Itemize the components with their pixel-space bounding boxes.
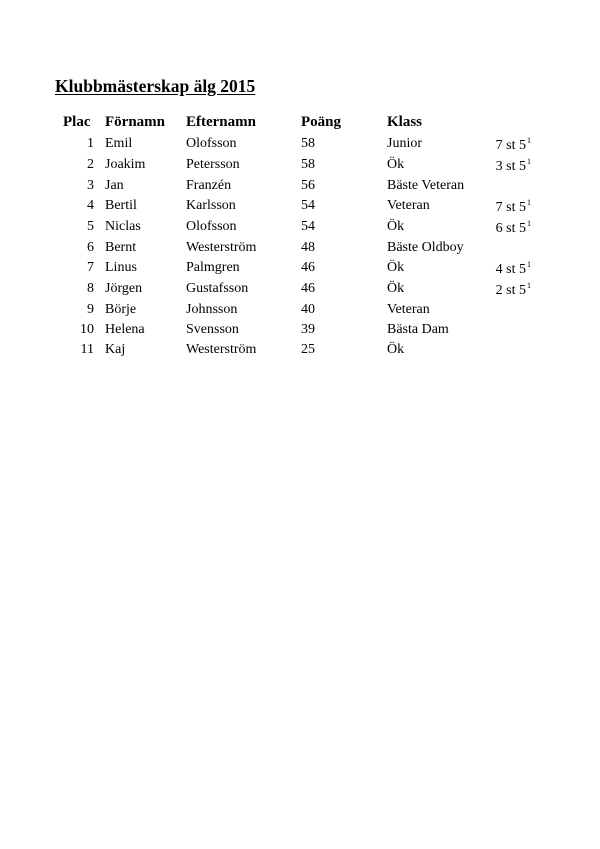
cell-klass: Ök bbox=[387, 281, 405, 296]
table-row bbox=[60, 302, 540, 322]
cell-klass: Veteran bbox=[387, 198, 430, 213]
header-klass: Klass bbox=[387, 114, 423, 130]
table-header-row bbox=[60, 114, 540, 136]
cell-extra-superscript: 1 bbox=[527, 260, 531, 269]
cell-plac: 11 bbox=[80, 342, 94, 357]
cell-plac: 9 bbox=[87, 302, 94, 317]
cell-plac: 10 bbox=[80, 322, 94, 337]
cell-poang: 58 bbox=[301, 157, 315, 172]
header-fornamn: Förnamn bbox=[105, 114, 165, 130]
cell-plac: 7 bbox=[87, 260, 94, 275]
cell-fornamn: Helena bbox=[105, 322, 145, 337]
table-row bbox=[60, 157, 540, 178]
cell-fornamn: Bertil bbox=[105, 198, 137, 213]
cell-efternamn: Olofsson bbox=[186, 219, 237, 234]
cell-efternamn: Johnsson bbox=[186, 302, 238, 317]
cell-fornamn: Linus bbox=[105, 260, 137, 275]
cell-extra-superscript: 1 bbox=[527, 136, 531, 145]
cell-plac: 1 bbox=[87, 136, 94, 151]
cell-klass: Bäste Oldboy bbox=[387, 240, 464, 255]
cell-fornamn: Jörgen bbox=[105, 281, 143, 296]
cell-klass: Veteran bbox=[387, 302, 430, 317]
cell-klass: Bäste Veteran bbox=[387, 178, 465, 193]
cell-plac: 8 bbox=[87, 281, 94, 296]
cell-klass: Ök bbox=[387, 219, 405, 234]
cell-poang: 48 bbox=[301, 240, 315, 255]
table-row bbox=[60, 342, 540, 362]
cell-fornamn: Niclas bbox=[105, 219, 141, 234]
table-row bbox=[60, 178, 540, 198]
cell-fornamn: Kaj bbox=[105, 342, 126, 357]
cell-extra bbox=[481, 281, 531, 299]
cell-poang: 46 bbox=[301, 281, 315, 296]
cell-klass: Ök bbox=[387, 157, 405, 172]
document-title: Klubbmästerskap älg 2015 bbox=[55, 76, 256, 96]
cell-extra-superscript: 1 bbox=[527, 219, 531, 228]
cell-efternamn: Petersson bbox=[186, 157, 240, 172]
results-table bbox=[60, 114, 540, 362]
cell-extra-superscript: 1 bbox=[527, 281, 531, 290]
cell-plac: 2 bbox=[87, 157, 94, 172]
cell-poang: 25 bbox=[301, 342, 315, 357]
table-row bbox=[60, 260, 540, 281]
cell-poang: 40 bbox=[301, 302, 315, 317]
cell-efternamn: Karlsson bbox=[186, 198, 236, 213]
cell-plac: 6 bbox=[87, 240, 94, 255]
cell-extra bbox=[481, 219, 531, 237]
table-row bbox=[60, 136, 540, 157]
cell-efternamn: Svensson bbox=[186, 322, 239, 337]
cell-extra bbox=[481, 157, 531, 175]
cell-extra-text: 3 st 5 bbox=[495, 159, 526, 174]
cell-extra bbox=[481, 260, 531, 278]
cell-extra-text: 7 st 5 bbox=[495, 138, 526, 153]
cell-extra bbox=[481, 198, 531, 216]
cell-efternamn: Gustafsson bbox=[186, 281, 249, 296]
cell-fornamn: Emil bbox=[105, 136, 133, 151]
cell-efternamn: Westerström bbox=[186, 342, 257, 357]
cell-poang: 58 bbox=[301, 136, 315, 151]
cell-fornamn: Börje bbox=[105, 302, 137, 317]
cell-klass: Junior bbox=[387, 136, 422, 151]
cell-efternamn: Palmgren bbox=[186, 260, 240, 275]
cell-plac: 4 bbox=[87, 198, 94, 213]
header-poang: Poäng bbox=[301, 114, 342, 130]
cell-extra bbox=[481, 136, 531, 154]
cell-plac: 5 bbox=[87, 219, 94, 234]
cell-efternamn: Olofsson bbox=[186, 136, 237, 151]
table-row bbox=[60, 219, 540, 240]
table-row bbox=[60, 322, 540, 342]
cell-poang: 56 bbox=[301, 178, 315, 193]
table-row bbox=[60, 240, 540, 260]
cell-klass: Ök bbox=[387, 260, 405, 275]
cell-fornamn: Bernt bbox=[105, 240, 137, 255]
cell-fornamn: Joakim bbox=[105, 157, 146, 172]
cell-extra-text: 4 st 5 bbox=[495, 262, 526, 277]
cell-efternamn: Franzén bbox=[186, 178, 232, 193]
header-plac: Plac bbox=[63, 114, 91, 130]
cell-poang: 46 bbox=[301, 260, 315, 275]
cell-klass: Bästa Dam bbox=[387, 322, 449, 337]
cell-poang: 54 bbox=[301, 219, 315, 234]
cell-efternamn: Westerström bbox=[186, 240, 257, 255]
table-row bbox=[60, 281, 540, 302]
cell-poang: 54 bbox=[301, 198, 315, 213]
header-efternamn: Efternamn bbox=[186, 114, 256, 130]
cell-extra-text: 7 st 5 bbox=[495, 200, 526, 215]
table-row bbox=[60, 198, 540, 219]
cell-extra-text: 2 st 5 bbox=[495, 283, 526, 298]
cell-extra-superscript: 1 bbox=[527, 157, 531, 166]
cell-plac: 3 bbox=[87, 178, 94, 193]
cell-klass: Ök bbox=[387, 342, 405, 357]
cell-fornamn: Jan bbox=[105, 178, 124, 193]
cell-extra-text: 6 st 5 bbox=[495, 221, 526, 236]
cell-poang: 39 bbox=[301, 322, 315, 337]
cell-extra-superscript: 1 bbox=[527, 198, 531, 207]
